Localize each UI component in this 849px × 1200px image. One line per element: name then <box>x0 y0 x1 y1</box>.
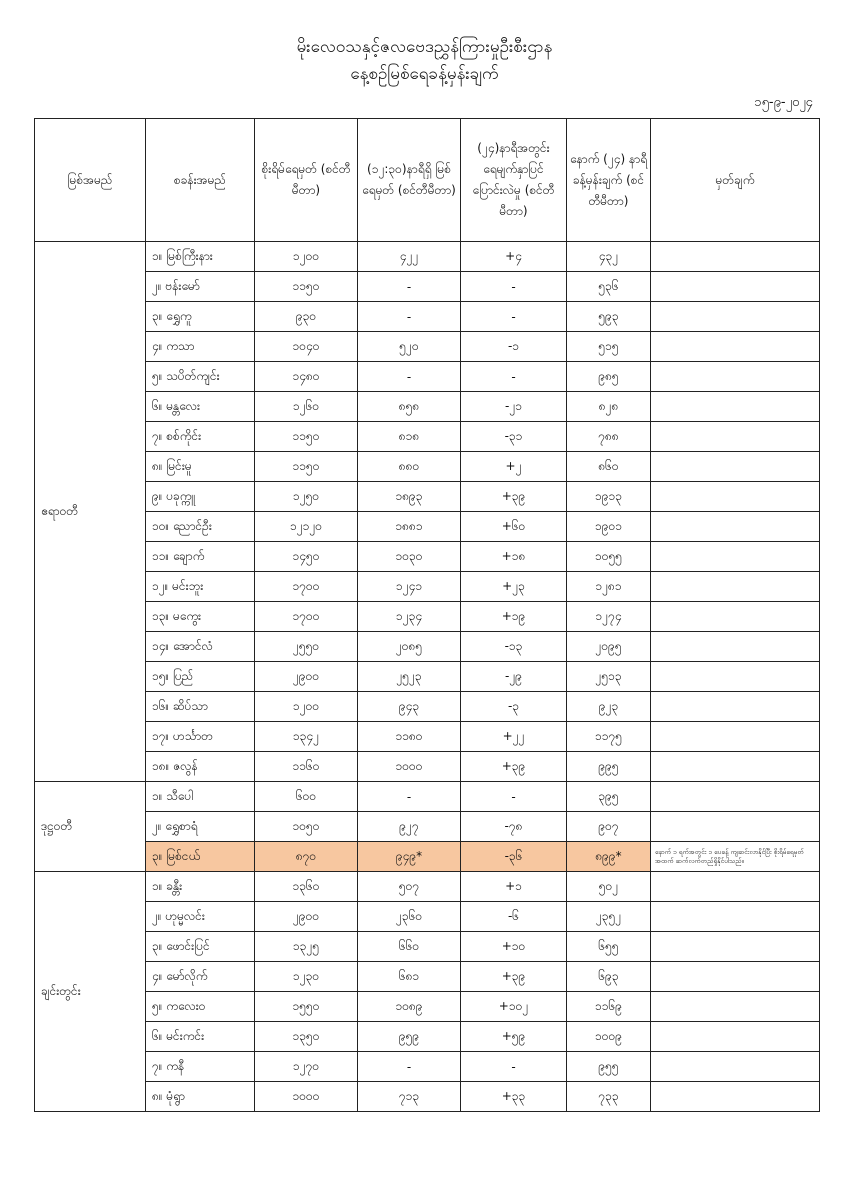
report-date: ၁၅-၉-၂၀၂၄ <box>754 95 813 110</box>
col-river: မြစ်အမည် <box>35 119 146 242</box>
danger-level-cell: ၁၂၅၀ <box>255 482 358 512</box>
station-cell: ၆။ မန္တလေး <box>146 392 255 422</box>
station-cell: ၈။ မုံရွာ <box>146 1082 255 1112</box>
station-cell: ၁။ ခန္တီး <box>146 872 255 902</box>
page-subtitle: နေ့စဉ်မြစ်ရေခန့်မှန်းချက် <box>350 64 499 84</box>
danger-level-cell: ၁၀၀၀ <box>255 1082 358 1112</box>
observed-level-cell: ၈၈၀ <box>358 452 461 482</box>
observed-level-cell: ၅၀၇ <box>358 872 461 902</box>
observed-level-cell: ၁၈၈၁ <box>358 512 461 542</box>
table-row <box>35 632 820 662</box>
observed-level-cell: ၁၁၈၀ <box>358 722 461 752</box>
change-cell: -၁၃ <box>461 632 567 662</box>
observed-level-cell: ၇၁၃ <box>358 1082 461 1112</box>
remark-cell <box>651 992 820 1022</box>
river-name-cell: ချင်းတွင်း <box>35 872 146 1112</box>
table-body <box>35 242 820 1112</box>
observed-level-cell: - <box>358 782 461 812</box>
forecast-cell: ၁၉၁၃ <box>567 482 651 512</box>
danger-level-cell: ၁၂၆၀ <box>255 392 358 422</box>
observed-level-cell: ၉၅၉ <box>358 1022 461 1052</box>
table-row <box>35 362 820 392</box>
station-cell: ၇။ စစ်ကိုင်း <box>146 422 255 452</box>
river-name-cell: ဒုဋ္ဌဝတီ <box>35 782 146 872</box>
change-cell: +၆၀ <box>461 512 567 542</box>
remark-cell <box>651 242 820 272</box>
remark-cell <box>651 392 820 422</box>
change-cell: +၅၉ <box>461 1022 567 1052</box>
table-row <box>35 452 820 482</box>
table-row <box>35 272 820 302</box>
change-cell: +၁၀၂ <box>461 992 567 1022</box>
change-cell: -၁ <box>461 332 567 362</box>
remark-cell <box>651 272 820 302</box>
table-row <box>35 932 820 962</box>
observed-level-cell: ၈၁၈ <box>358 422 461 452</box>
change-cell: - <box>461 362 567 392</box>
danger-level-cell: ၁၀၅၀ <box>255 812 358 842</box>
change-cell: -၆ <box>461 902 567 932</box>
forecast-cell: ၉၀၇ <box>567 812 651 842</box>
change-cell: +၃၉ <box>461 482 567 512</box>
table-row <box>35 482 820 512</box>
table-row <box>35 902 820 932</box>
table-row <box>35 1052 820 1082</box>
forecast-cell: ၁၂၇၄ <box>567 602 651 632</box>
station-cell: ၁၅။ ပြည် <box>146 662 255 692</box>
station-cell: ၁၀။ ညောင်ဦး <box>146 512 255 542</box>
observed-level-cell: ၁၀၀၀ <box>358 752 461 782</box>
change-cell: +၂ <box>461 452 567 482</box>
forecast-cell: ၁၀၀၉ <box>567 1022 651 1052</box>
danger-level-cell: ၁၀၄၀ <box>255 332 358 362</box>
change-cell: - <box>461 272 567 302</box>
danger-level-cell: ၁၃၂၅ <box>255 932 358 962</box>
table-row <box>35 872 820 902</box>
station-cell: ၁၆။ ဆိပ်သာ <box>146 692 255 722</box>
table-row <box>35 512 820 542</box>
remark-cell <box>651 962 820 992</box>
remark-cell <box>651 872 820 902</box>
table-row <box>35 1082 820 1112</box>
change-cell: +၂၃ <box>461 572 567 602</box>
change-cell: - <box>461 782 567 812</box>
observed-level-cell: ၁၈၉၃ <box>358 482 461 512</box>
change-cell: +၃၉ <box>461 752 567 782</box>
observed-level-cell: ၈၅၈ <box>358 392 461 422</box>
observed-level-cell: ၆၆၀ <box>358 932 461 962</box>
forecast-cell: ၁၉၀၁ <box>567 512 651 542</box>
remark-cell <box>651 932 820 962</box>
station-cell: ၆။ မင်းကင်း <box>146 1022 255 1052</box>
table-row <box>35 602 820 632</box>
station-cell: ၅။ ကလေးဝ <box>146 992 255 1022</box>
station-cell: ၁။ မြစ်ကြီးနား <box>146 242 255 272</box>
forecast-cell: ၂၀၉၅ <box>567 632 651 662</box>
danger-level-cell: ၂၅၅၀ <box>255 632 358 662</box>
danger-level-cell: ၁၇၀၀ <box>255 602 358 632</box>
station-cell: ၂။ ရွှေစာရံ <box>146 812 255 842</box>
observed-level-cell: ၉၄၉* <box>358 842 461 872</box>
change-cell: +၁၀ <box>461 932 567 962</box>
table-row <box>35 422 820 452</box>
forecast-cell: ၇၈၈ <box>567 422 651 452</box>
remark-cell <box>651 332 820 362</box>
observed-level-cell: - <box>358 362 461 392</box>
table-row <box>35 752 820 782</box>
station-cell: ၄။ ကသာ <box>146 332 255 362</box>
danger-level-cell: ၆၀၀ <box>255 782 358 812</box>
danger-level-cell: ၁၁၅၀ <box>255 272 358 302</box>
forecast-cell: ၄၃၂ <box>567 242 651 272</box>
forecast-cell: ၅၁၅ <box>567 332 651 362</box>
change-cell: +၁၈ <box>461 542 567 572</box>
observed-level-cell: ၂၀၈၅ <box>358 632 461 662</box>
observed-level-cell: ၉၂၇ <box>358 812 461 842</box>
table-row <box>35 332 820 362</box>
observed-level-cell: - <box>358 1052 461 1082</box>
table-row <box>35 392 820 422</box>
change-cell: -၂၁ <box>461 392 567 422</box>
station-cell: ၁၁။ ချောက် <box>146 542 255 572</box>
station-cell: ၁၃။ မကွေး <box>146 602 255 632</box>
table-row <box>35 722 820 752</box>
table-row <box>35 302 820 332</box>
table-row <box>35 962 820 992</box>
remark-cell <box>651 662 820 692</box>
danger-level-cell: ၁၂၇၀ <box>255 1052 358 1082</box>
observed-level-cell: ၁၂၃၄ <box>358 602 461 632</box>
col-station: စခန်းအမည် <box>146 119 255 242</box>
station-cell: ၂။ ဟုမ္မလင်း <box>146 902 255 932</box>
change-cell: +၂၂ <box>461 722 567 752</box>
col-24h-change: (၂၄)နာရီအတွင်း ရေမျက်နှာပြင် ပြောင်းလဲမှု (စင်တီမီတာ) <box>461 119 567 242</box>
river-name-cell: ဧရာဝတီ <box>35 242 146 782</box>
forecast-cell: ၉၂၃ <box>567 692 651 722</box>
remark-cell <box>651 1052 820 1082</box>
forecast-cell: ၃၉၅ <box>567 782 651 812</box>
forecast-cell: ၈၂၈ <box>567 392 651 422</box>
change-cell: +၃၃ <box>461 1082 567 1112</box>
remark-cell <box>651 482 820 512</box>
forecast-cell: ၁၁၇၅ <box>567 722 651 752</box>
table-row <box>35 992 820 1022</box>
table-row <box>35 572 820 602</box>
remark-cell <box>651 602 820 632</box>
table-row <box>35 662 820 692</box>
station-cell: ၃။ မြစ်ငယ် <box>146 842 255 872</box>
station-cell: ၇။ ကနီ <box>146 1052 255 1082</box>
danger-level-cell: ၁၄၅၀ <box>255 542 358 572</box>
table-row <box>35 542 820 572</box>
danger-level-cell: ၁၅၅၀ <box>255 992 358 1022</box>
danger-level-cell: ၂၉၀၀ <box>255 902 358 932</box>
remark-cell <box>651 1022 820 1052</box>
col-observed-level: (၁၂:၃၀)နာရီရှိ မြစ်ရေမှတ် (စင်တီမီတာ) <box>358 119 461 242</box>
observed-level-cell: ၄၂၂ <box>358 242 461 272</box>
remark-cell <box>651 302 820 332</box>
station-cell: ၂။ ဗန်းမော် <box>146 272 255 302</box>
table-row <box>35 782 820 812</box>
danger-level-cell: ၂၉၀၀ <box>255 662 358 692</box>
forecast-cell: ၁၂၈၁ <box>567 572 651 602</box>
forecast-cell: ၅၃၆ <box>567 272 651 302</box>
danger-level-cell: ၁၁၆၀ <box>255 752 358 782</box>
col-remark: မှတ်ချက် <box>651 119 820 242</box>
remark-cell <box>651 692 820 722</box>
observed-level-cell: - <box>358 302 461 332</box>
remark-cell <box>651 452 820 482</box>
change-cell: -၃ <box>461 692 567 722</box>
remark-cell <box>651 902 820 932</box>
col-forecast: နောက် (၂၄) နာရီ ခန့်မှန်းချက် (စင်တီမီတာ) <box>567 119 651 242</box>
observed-level-cell: ၅၂၀ <box>358 332 461 362</box>
observed-level-cell: ၆၈၁ <box>358 962 461 992</box>
remark-cell <box>651 362 820 392</box>
forecast-cell: ၇၃၃ <box>567 1082 651 1112</box>
station-cell: ၁၈။ ဇလွန် <box>146 752 255 782</box>
change-cell: -၃၆ <box>461 842 567 872</box>
change-cell: -၃၁ <box>461 422 567 452</box>
forecast-cell: ၂၃၅၂ <box>567 902 651 932</box>
table-row <box>35 692 820 722</box>
col-danger-level: စိုးရိမ်ရေမှတ် (စင်တီမီတာ) <box>255 119 358 242</box>
danger-level-cell: ၁၁၅၀ <box>255 422 358 452</box>
danger-level-cell: ၁၃၆၀ <box>255 872 358 902</box>
danger-level-cell: ၁၄၈၀ <box>255 362 358 392</box>
forecast-cell: ၉၈၅ <box>567 362 651 392</box>
remark-cell <box>651 812 820 842</box>
change-cell: - <box>461 302 567 332</box>
change-cell: +၁ <box>461 872 567 902</box>
station-cell: ၄။ မော်လိုက် <box>146 962 255 992</box>
station-cell: ၁။ သီပေါ <box>146 782 255 812</box>
observed-level-cell: - <box>358 272 461 302</box>
station-cell: ၃။ ဖောင်းပြင် <box>146 932 255 962</box>
danger-level-cell: ၁၁၅၀ <box>255 452 358 482</box>
remark-cell: နောက် ၁ ရက်အတွင်း ၁ ပေခန့် ကျဆင်းလာနိုင်ပြီး စိုးရိမ်ရေမှတ်အထက် ဆက်လက်တည်ရှိနိုင်ပါသည်။ <box>651 842 820 872</box>
observed-level-cell: ၂၃၆၀ <box>358 902 461 932</box>
table-row <box>35 242 820 272</box>
remark-cell <box>651 572 820 602</box>
change-cell: +၁၉ <box>461 602 567 632</box>
observed-level-cell: ၁၂၄၁ <box>358 572 461 602</box>
station-cell: ၅။ သပိတ်ကျင်း <box>146 362 255 392</box>
forecast-cell: ၉၉၅ <box>567 752 651 782</box>
header-row <box>35 119 820 242</box>
table-row <box>35 842 820 872</box>
danger-level-cell: ၉၃၀ <box>255 302 358 332</box>
danger-level-cell: ၈၇၀ <box>255 842 358 872</box>
forecast-cell: ၅၀၂ <box>567 872 651 902</box>
change-cell: - <box>461 1052 567 1082</box>
forecast-cell: ၅၉၃ <box>567 302 651 332</box>
forecast-cell: ၁၁၆၉ <box>567 992 651 1022</box>
river-forecast-table <box>34 118 820 1112</box>
table-row <box>35 1022 820 1052</box>
station-cell: ၁၄။ အောင်လံ <box>146 632 255 662</box>
danger-level-cell: ၁၂၃၀ <box>255 962 358 992</box>
change-cell: +၃၉ <box>461 962 567 992</box>
forecast-cell: ၆၉၃ <box>567 962 651 992</box>
observed-level-cell: ၂၅၂၃ <box>358 662 461 692</box>
danger-level-cell: ၁၃၄၂ <box>255 722 358 752</box>
remark-cell <box>651 752 820 782</box>
station-cell: ၃။ ရွှေကူ <box>146 302 255 332</box>
danger-level-cell: ၁၇၀၀ <box>255 572 358 602</box>
danger-level-cell: ၁၂၀၀ <box>255 242 358 272</box>
forecast-cell: ၉၅၅ <box>567 1052 651 1082</box>
station-cell: ၉။ ပခုက္ကူ <box>146 482 255 512</box>
change-cell: -၇၈ <box>461 812 567 842</box>
danger-level-cell: ၁၃၅၀ <box>255 1022 358 1052</box>
remark-cell <box>651 422 820 452</box>
remark-cell <box>651 782 820 812</box>
observed-level-cell: ၉၄၃ <box>358 692 461 722</box>
station-cell: ၁၂။ မင်းဘူး <box>146 572 255 602</box>
station-cell: ၈။ မြင်းမူ <box>146 452 255 482</box>
remark-cell <box>651 512 820 542</box>
change-cell: +၄ <box>461 242 567 272</box>
observed-level-cell: ၁၀၈၉ <box>358 992 461 1022</box>
forecast-cell: ၂၅၁၃ <box>567 662 651 692</box>
change-cell: -၂၉ <box>461 662 567 692</box>
remark-cell <box>651 542 820 572</box>
danger-level-cell: ၁၂၁၂၀ <box>255 512 358 542</box>
forecast-cell: ၆၅၅ <box>567 932 651 962</box>
page-title: မိုးလေဝသနှင့်ဇလဗေဒညွှန်ကြားမှုဦးစီးဌာန <box>296 37 553 57</box>
remark-cell <box>651 632 820 662</box>
forecast-cell: ၈၉၉* <box>567 842 651 872</box>
forecast-cell: ၁၀၅၅ <box>567 542 651 572</box>
remark-cell <box>651 1082 820 1112</box>
table-row <box>35 812 820 842</box>
observed-level-cell: ၁၀၃၀ <box>358 542 461 572</box>
remark-cell <box>651 722 820 752</box>
danger-level-cell: ၁၂၀၀ <box>255 692 358 722</box>
forecast-cell: ၈၆၀ <box>567 452 651 482</box>
station-cell: ၁၇။ ဟင်္သာတ <box>146 722 255 752</box>
